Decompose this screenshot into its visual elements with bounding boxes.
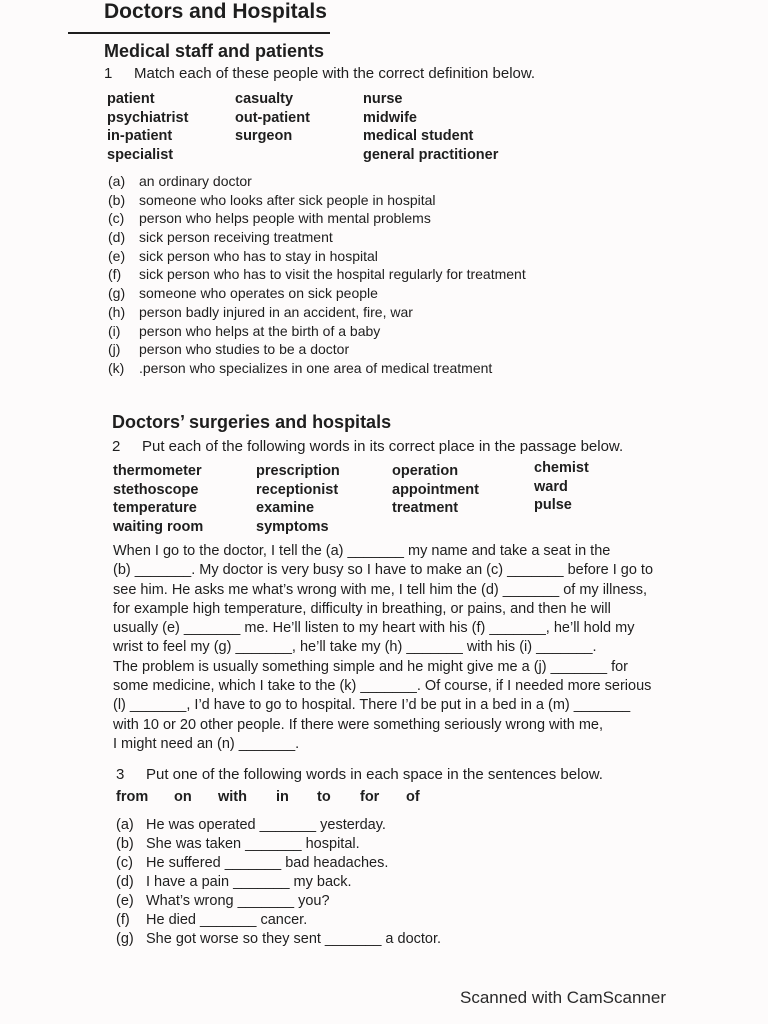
sentence-list (116, 816, 441, 949)
definition-item (108, 191, 526, 210)
word-column (363, 90, 498, 164)
definition-item (108, 303, 526, 322)
passage (113, 542, 653, 754)
sentence-label: (f) (116, 912, 130, 928)
word-item: receptionist (256, 481, 339, 498)
sentence-item (116, 873, 441, 892)
section3-instruction-text: Put one of the following words in each space in the sentences below. (146, 766, 603, 783)
word-item: waiting room (113, 518, 204, 535)
sentence-label: (c) (116, 855, 133, 871)
definition-label: (i) (108, 322, 121, 339)
sentence-label: (g) (116, 931, 134, 947)
word-item: ward (534, 478, 568, 495)
sentence-text: She was taken _______ hospital. (146, 836, 360, 852)
word-item: temperature (113, 500, 197, 516)
preposition-word: in (276, 789, 289, 805)
word-item: midwife (363, 109, 417, 126)
preposition-word: from (116, 789, 149, 805)
passage-line: for example high temperature, difficulty in breathing, or pains, and then he will (113, 600, 611, 617)
definition-label: (f) (108, 266, 122, 283)
definition-label: (b) (108, 191, 126, 208)
passage-line: with 10 or 20 other people. If there were something seriously wrong with me, (113, 716, 604, 733)
sentence-text: He suffered _______ bad headaches. (146, 855, 389, 871)
definition-label: (j) (108, 341, 121, 358)
definition-text: someone who operates on sick people (139, 285, 378, 302)
word-column (256, 462, 340, 536)
definition-item (108, 359, 526, 378)
definition-item (108, 172, 526, 191)
definition-item (108, 322, 526, 341)
preposition-word: on (174, 789, 192, 805)
definition-item (108, 209, 526, 228)
passage-line: usually (e) _______ me. He’ll listen to my heart with his (f) _______, he’ll hold my (113, 620, 635, 637)
section3-instruction (116, 766, 603, 783)
word-item: prescription (256, 463, 340, 479)
preposition-word: for (360, 789, 380, 805)
definition-text: person badly injured in an accident, fire, war (139, 303, 413, 320)
definition-label: (d) (108, 229, 126, 246)
scanner-watermark: Scanned with CamScanner (460, 988, 667, 1007)
passage-line: wrist to feel my (g) _______, he’ll take my (h) _______ with his (i) _______. (113, 639, 597, 656)
passage-line: When I go to the doctor, I tell the (a) _______ my name and take a seat in the (113, 543, 611, 559)
definition-text: person who helps at the birth of a baby (139, 322, 381, 339)
preposition-word: with (218, 789, 247, 805)
sentence-item (116, 854, 441, 873)
passage-line: see him. He asks me what’s wrong with me, I tell him the (d) _______ of my illness, (113, 581, 648, 598)
sentence-label: (a) (116, 817, 134, 833)
sentence-text: What’s wrong _______ you? (146, 893, 330, 909)
word-item: patient (107, 91, 155, 107)
definition-label: (e) (108, 247, 126, 264)
definition-label: (a) (108, 173, 126, 189)
preposition-list (116, 789, 420, 805)
definition-text: sick person who has to stay in hospital (139, 247, 378, 264)
definition-text: someone who looks after sick people in hospital (139, 191, 436, 208)
definition-label: (k) (108, 359, 125, 376)
word-column (534, 459, 589, 515)
definition-text: .person who specializes in one area of medical treatment (139, 359, 493, 376)
definition-item (108, 265, 526, 284)
word-item: general practitioner (363, 146, 499, 163)
word-item: thermometer (113, 463, 202, 479)
section3-number: 3 (116, 766, 125, 783)
word-item: surgeon (235, 128, 293, 144)
section2-instruction (112, 438, 623, 455)
preposition-word: of (406, 789, 420, 805)
sentence-label: (e) (116, 893, 134, 909)
sentence-text: She got worse so they sent _______ a doctor. (146, 931, 442, 947)
passage-line: The problem is usually something simple and he might give me a (j) _______ for (113, 658, 629, 675)
word-column (235, 90, 310, 146)
definition-label: (h) (108, 303, 126, 320)
definition-item (108, 228, 526, 247)
definition-text: person who studies to be a doctor (139, 341, 350, 358)
definition-item (108, 340, 526, 359)
preposition-word: to (317, 789, 331, 805)
word-item: examine (256, 500, 315, 516)
sentence-item (116, 816, 441, 835)
section2-heading: Doctors’ surgeries and hospitals (112, 412, 392, 432)
word-item: treatment (392, 500, 459, 516)
sentence-text: I have a pain _______ my back. (146, 874, 352, 890)
passage-line: (b) _______. My doctor is very busy so I have to make an (c) _______ before I go to (113, 562, 654, 579)
definition-text: an ordinary doctor (139, 173, 252, 189)
sentence-text: He was operated _______ yesterday. (146, 817, 386, 833)
section2-number: 2 (112, 438, 121, 455)
word-item: pulse (534, 497, 572, 513)
definition-text: sick person who has to visit the hospital regularly for treatment (139, 266, 526, 283)
word-column (107, 90, 188, 164)
passage-line: I might need an (n) _______. (113, 735, 300, 752)
sentence-label: (b) (116, 836, 134, 852)
word-item: specialist (107, 146, 174, 163)
word-column (113, 462, 203, 536)
section1-number: 1 (104, 65, 113, 82)
sentence-text: He died _______ cancer. (146, 912, 308, 928)
word-item: stethoscope (113, 481, 199, 498)
page-title: Doctors and Hospitals (104, 0, 327, 23)
word-item: appointment (392, 481, 479, 498)
section1-heading: Medical staff and patients (104, 41, 325, 61)
passage-line: (l) _______, I’d have to go to hospital. There I’d be put in a bed in a (m) _______ (113, 697, 631, 714)
definition-item (108, 247, 526, 266)
sentence-item (116, 835, 441, 854)
sentence-item (116, 911, 441, 930)
word-item: psychiatrist (107, 109, 189, 126)
word-item: nurse (363, 91, 403, 107)
word-item: out-patient (235, 109, 310, 126)
word-item: casualty (235, 91, 294, 107)
title-underline (68, 32, 330, 34)
definition-label: (c) (108, 210, 125, 227)
definition-text: person who helps people with mental problems (139, 210, 431, 227)
word-item: symptoms (256, 518, 329, 535)
sentence-label: (d) (116, 874, 134, 890)
word-item: chemist (534, 460, 589, 476)
section1-instruction-text: Match each of these people with the correct definition below. (134, 65, 536, 82)
section2-instruction-text: Put each of the following words in its correct place in the passage below. (142, 438, 624, 455)
definition-label: (g) (108, 285, 126, 302)
word-item: in-patient (107, 128, 173, 144)
definition-item (108, 284, 526, 303)
sentence-item (116, 892, 441, 911)
word-item: medical student (363, 128, 474, 144)
passage-line: some medicine, which I take to the (k) _______. Of course, if I needed more serious (113, 678, 652, 695)
word-item: operation (392, 463, 459, 479)
word-column (392, 462, 479, 518)
definition-list (108, 172, 526, 378)
sentence-item (116, 930, 441, 949)
section1-instruction (104, 65, 535, 82)
definition-text: sick person receiving treatment (139, 229, 333, 246)
